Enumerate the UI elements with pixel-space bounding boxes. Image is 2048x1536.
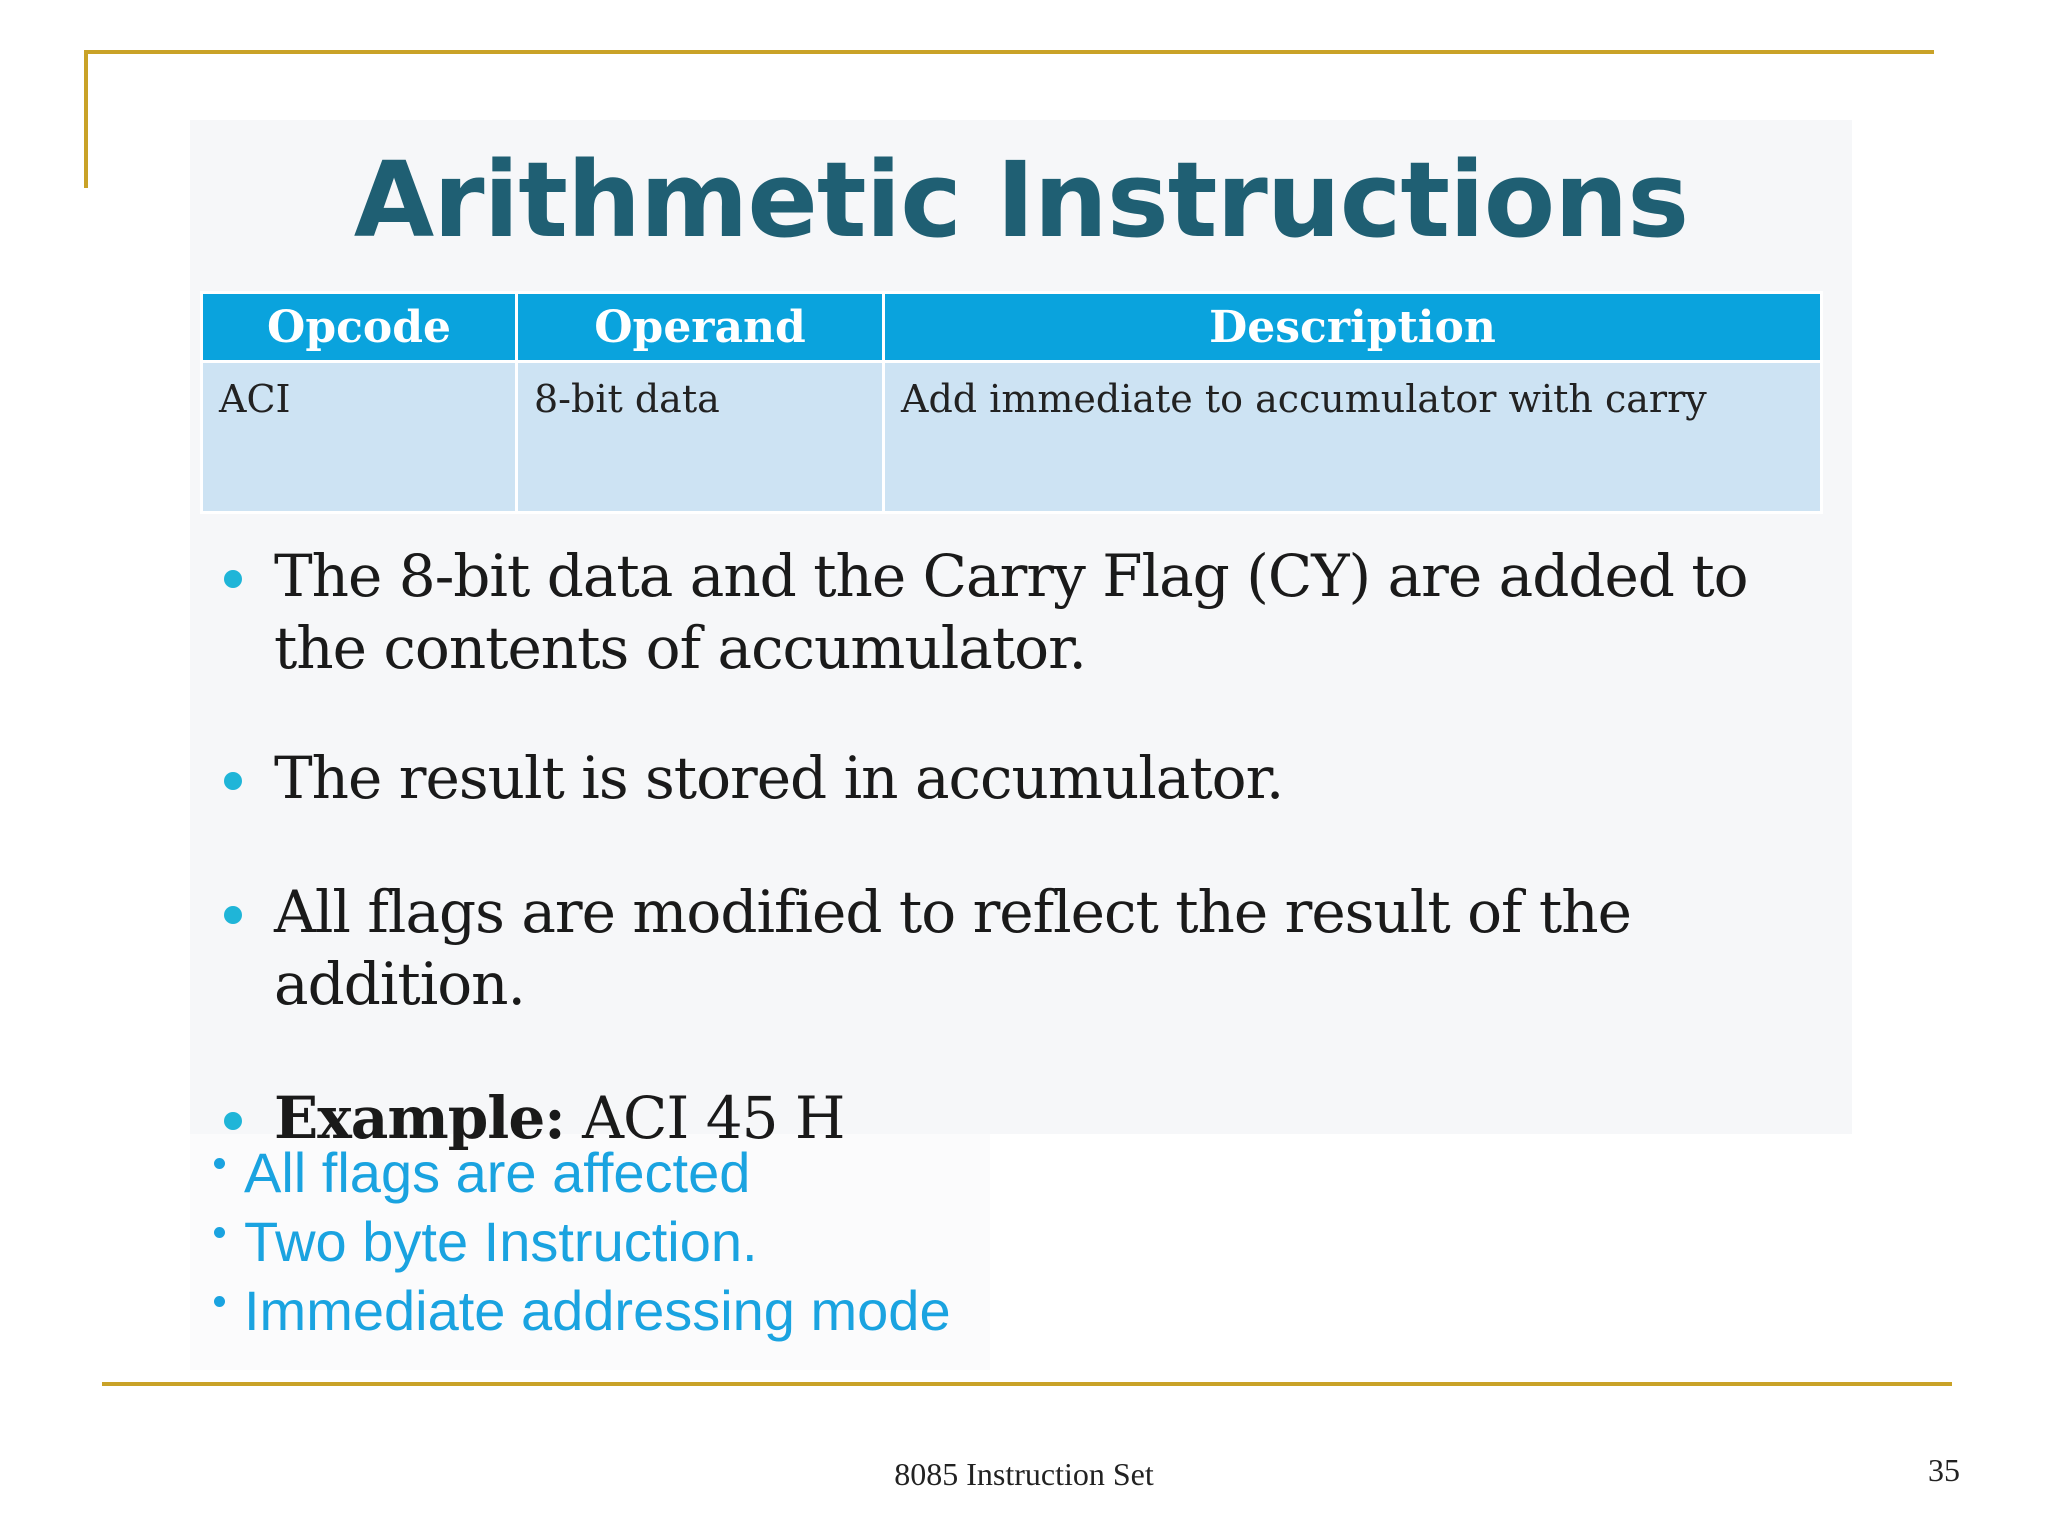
header-description: Description xyxy=(884,293,1822,362)
bullet-text: All flags are modified to reflect the result of the addition. xyxy=(274,878,1631,1018)
header-operand: Operand xyxy=(517,293,884,362)
bullet-dot-icon xyxy=(224,570,242,588)
footer-title: 8085 Instruction Set xyxy=(894,1456,1154,1492)
note-item xyxy=(208,1138,951,1207)
table-header-row xyxy=(202,293,1822,362)
list-item xyxy=(220,742,1820,814)
frame-top-line xyxy=(84,50,1934,54)
slide-title: Arithmetic Instructions xyxy=(353,139,1689,261)
note-item xyxy=(208,1207,951,1276)
note-text: Immediate addressing mode xyxy=(244,1279,951,1342)
note-bullet-icon xyxy=(214,1158,225,1169)
bullet-dot-icon xyxy=(224,1112,242,1130)
table-row xyxy=(202,362,1822,513)
bullet-dot-icon xyxy=(224,906,242,924)
list-item xyxy=(220,876,1820,1020)
bullet-text: The result is stored in accumulator. xyxy=(274,744,1284,812)
frame-left-line xyxy=(84,50,88,188)
note-bullet-icon xyxy=(214,1296,225,1307)
example-label: Example: xyxy=(274,1084,565,1152)
note-text: Two byte Instruction. xyxy=(244,1210,758,1273)
slide-number: 35 xyxy=(1928,1452,1960,1488)
note-item xyxy=(208,1276,951,1345)
bullet-text: The 8-bit data and the Carry Flag (CY) are added to the contents of accumulator. xyxy=(274,542,1748,682)
header-opcode: Opcode xyxy=(202,293,517,362)
cell-operand: 8-bit data xyxy=(517,362,884,513)
note-bullet-icon xyxy=(214,1227,225,1238)
frame-bottom-line xyxy=(102,1382,1952,1386)
cell-description: Add immediate to accumulator with carry xyxy=(884,362,1822,513)
cell-opcode: ACI xyxy=(202,362,517,513)
example-value: ACI 45 H xyxy=(564,1084,845,1152)
bullet-dot-icon xyxy=(224,772,242,790)
note-text: All flags are affected xyxy=(244,1141,751,1204)
bullet-list xyxy=(220,540,1820,1216)
list-item xyxy=(220,540,1820,684)
notes-list xyxy=(208,1138,951,1345)
instruction-table xyxy=(200,291,1823,514)
